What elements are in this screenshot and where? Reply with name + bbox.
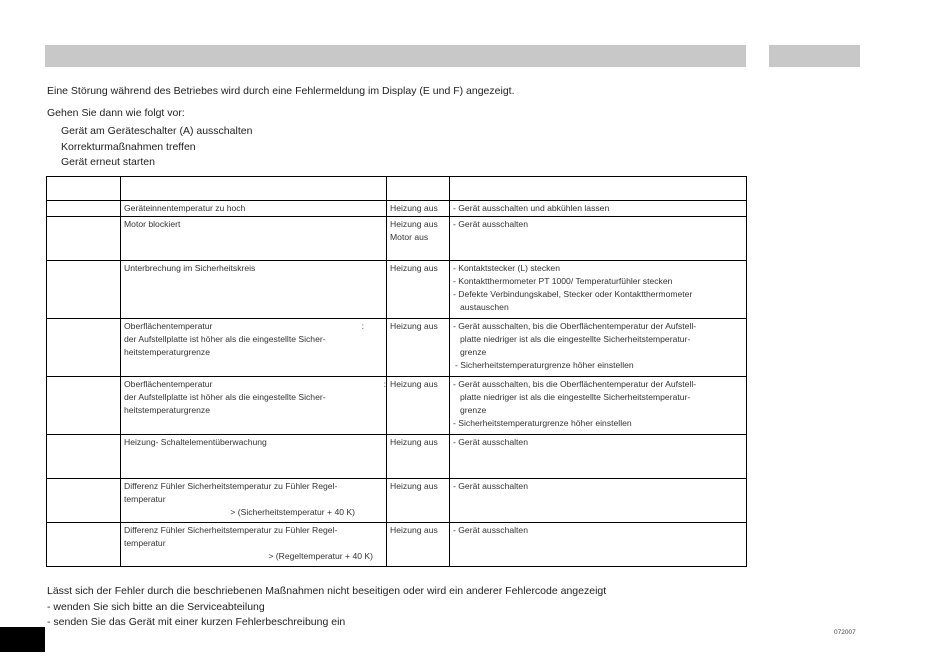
solution-cell: - Gerät ausschalten xyxy=(450,479,747,523)
error-code-cell xyxy=(47,523,121,567)
cause-cell: Differenz Fühler Sicherheitstemperatur zu Fühler Regel- temperatur > (Regeltemperatur + 40 K) xyxy=(121,523,387,567)
page-tab-marker xyxy=(0,627,45,652)
intro-line: Eine Störung während des Betriebes wird durch eine Fehlermeldung im Display (E und F) angezeigt. xyxy=(47,85,515,97)
side-header-tab xyxy=(769,45,860,67)
effect-cell: Heizung aus xyxy=(387,523,450,567)
document-code: 072007 xyxy=(834,629,856,636)
step-item: Gerät erneut starten xyxy=(61,156,155,168)
effect-cell: Heizung aus xyxy=(387,261,450,319)
table-row xyxy=(47,217,747,261)
effect-cell: Heizung aus xyxy=(387,479,450,523)
solution-cell: - Gerät ausschalten, bis die Oberflächentemperatur der Aufstell- platte niedriger ist als die eingestellte Sicherheitstemperatur- grenze - Sicherheitstemperaturgrenze höher einstellen xyxy=(450,319,747,377)
header-cause xyxy=(121,177,387,201)
table-row xyxy=(47,377,747,435)
cause-cell: Oberflächentemperatur : der Aufstellplatte ist höher als die eingestellte Sicher- heitstemperaturgrenze xyxy=(121,377,387,435)
outro-line: - wenden Sie sich bitte an die Serviceabteilung xyxy=(47,600,265,613)
table-row xyxy=(47,319,747,377)
error-code-cell xyxy=(47,201,121,217)
effect-cell: Heizung aus xyxy=(387,377,450,435)
outro-text xyxy=(47,584,606,631)
cause-cell: Geräteinnentemperatur zu hoch xyxy=(121,201,387,217)
cause-cell: Heizung- Schaltelementüberwachung xyxy=(121,435,387,479)
effect-cell: Heizung aus xyxy=(387,201,450,217)
cause-cell: Oberflächentemperatur : der Aufstellplatte ist höher als die eingestellte Sicher- heitstemperaturgrenze xyxy=(121,319,387,377)
table-row xyxy=(47,479,747,523)
intro-instruction: Gehen Sie dann wie folgt vor: xyxy=(47,107,185,119)
header-code xyxy=(47,177,121,201)
header-solution xyxy=(450,177,747,201)
solution-cell: - Gerät ausschalten und abkühlen lassen xyxy=(450,201,747,217)
solution-cell: - Gerät ausschalten xyxy=(450,435,747,479)
cause-cell: Differenz Fühler Sicherheitstemperatur zu Fühler Regel- temperatur > (Sicherheitstemperatur + 40 K) xyxy=(121,479,387,523)
error-table xyxy=(46,176,747,567)
effect-cell: Heizung aus xyxy=(387,319,450,377)
effect-cell: Heizung aus xyxy=(387,435,450,479)
table-row xyxy=(47,523,747,567)
table-row xyxy=(47,201,747,217)
step-item: Korrekturmaßnahmen treffen xyxy=(61,140,196,153)
step-item: Gerät am Geräteschalter (A) ausschalten xyxy=(61,125,253,137)
error-code-cell xyxy=(47,435,121,479)
error-code-cell xyxy=(47,479,121,523)
error-code-cell xyxy=(47,377,121,435)
cause-cell: Motor blockiert xyxy=(121,217,387,261)
section-header-bar xyxy=(45,45,746,67)
table-header-row xyxy=(47,177,747,201)
effect-cell: Heizung aus Motor aus xyxy=(387,217,450,261)
error-code-cell xyxy=(47,319,121,377)
error-code-cell xyxy=(47,261,121,319)
solution-cell: - Gerät ausschalten, bis die Oberflächentemperatur der Aufstell- platte niedriger ist als die eingestellte Sicherheitstemperatur- grenze - Sicherheitstemperaturgrenze höher einstellen xyxy=(450,377,747,435)
steps-list xyxy=(61,124,252,171)
table-row xyxy=(47,261,747,319)
solution-cell: - Gerät ausschalten xyxy=(450,523,747,567)
outro-line: - senden Sie das Gerät mit einer kurzen Fehlerbeschreibung ein xyxy=(47,616,346,628)
solution-cell: - Kontaktstecker (L) stecken - Kontaktthermometer PT 1000/ Temperaturfühler stecken - Defekte Verbindungskabel, Stecker oder Kontaktthermometer austauschen xyxy=(450,261,747,319)
error-code-cell xyxy=(47,217,121,261)
solution-cell: - Gerät ausschalten xyxy=(450,217,747,261)
cause-cell: Unterbrechung im Sicherheitskreis xyxy=(121,261,387,319)
header-effect xyxy=(387,177,450,201)
table-row xyxy=(47,435,747,479)
outro-line: Lässt sich der Fehler durch die beschriebenen Maßnahmen nicht beseitigen oder wird ein anderer Fehlercode angezeigt xyxy=(47,585,607,597)
